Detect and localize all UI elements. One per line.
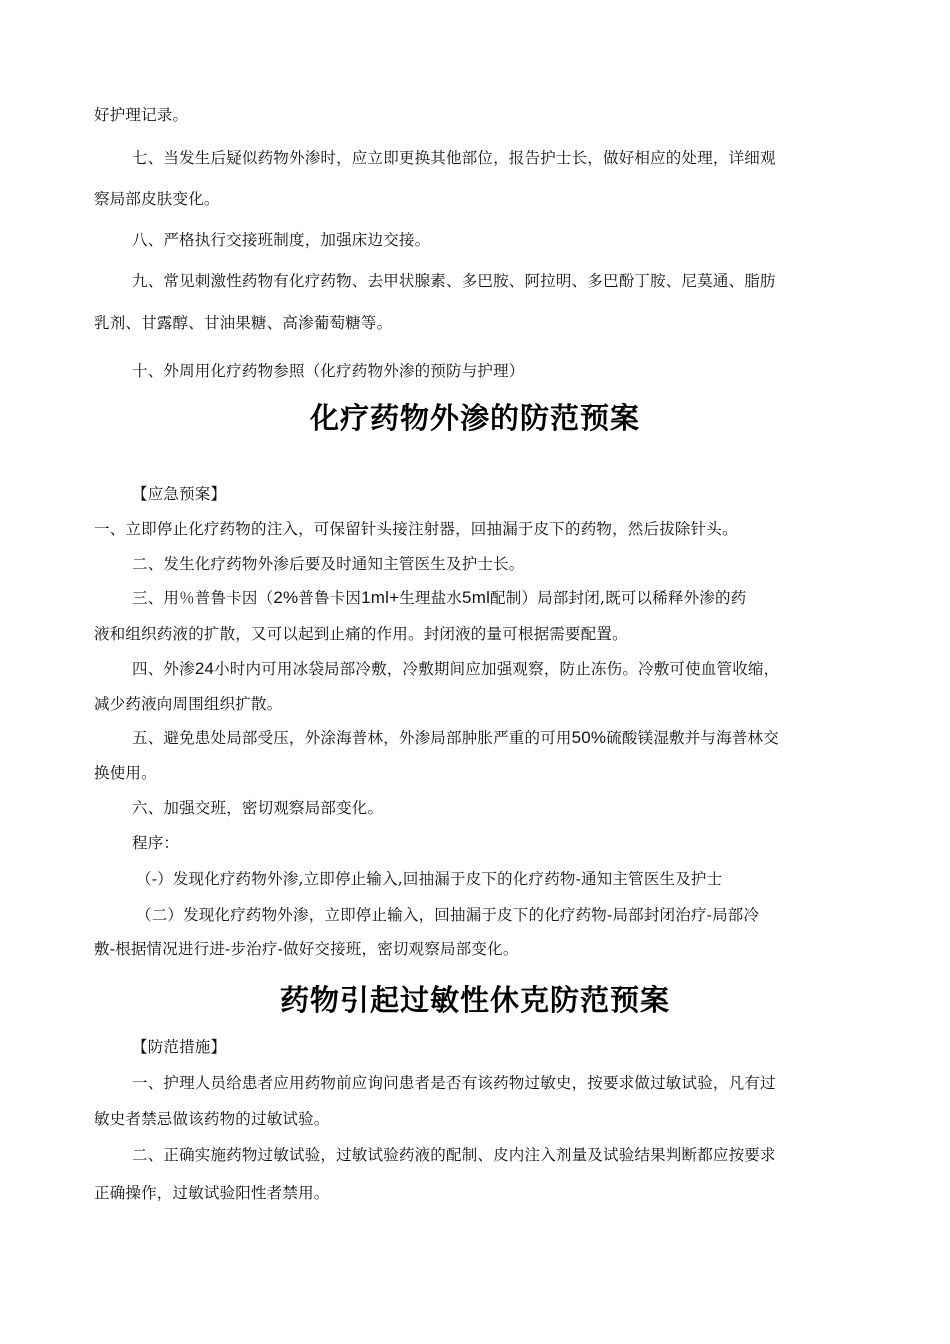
text-run: 四、外渗: [132, 660, 195, 678]
paragraph-1: 一、立即停止化疗药物的注入，可保留针头接注射器，回抽漏于皮下的药物，然后拔除针头。: [94, 520, 738, 538]
text-run: 5ml: [462, 588, 491, 607]
text-line: 敷-根据情况进行进-步治疗-做好交接班，密切观察局部变化。: [94, 940, 519, 958]
text-line: 察局部皮肤变化。: [94, 190, 220, 208]
section-heading-anaphylactic-shock: 药物引起过敏性休克防范预案: [279, 983, 670, 1017]
paragraph-3: [132, 587, 892, 609]
list-item-10: 十、外周用化疗药物参照（化疗药物外渗的预防与护理）: [132, 362, 525, 380]
text-run: 三、用％普鲁卡因（: [132, 589, 274, 607]
text-run: 1ml+: [361, 588, 400, 607]
paragraph-1: 一、护理人员给患者应用药物前应询问患者是否有该药物过敏史，按要求做过敏试验，凡有过: [132, 1074, 776, 1092]
text-run: 生理盐水: [399, 589, 463, 607]
text-line: 敏史者禁忌做该药物的过敏试验。: [94, 1110, 330, 1128]
text-line: 好护理记录。: [94, 106, 189, 124]
paragraph-5: [132, 727, 892, 749]
text-line: 液和组织药液的扩散，又可以起到止痛的作用。封闭液的量可根据需要配置。: [94, 625, 628, 643]
text-run: 配制）局部封闭,既可以稀释外渗的药: [490, 589, 747, 607]
paragraph-2: 二、发生化疗药物外渗后要及时通知主管医生及护士长。: [132, 555, 525, 573]
section-label-preventive-measures: 【防范措施】: [132, 1038, 227, 1056]
paragraph-6: 六、加强交班，密切观察局部变化。: [132, 799, 384, 817]
text-line: 正确操作，过敏试验阳性者禁用。: [94, 1184, 330, 1202]
list-item-7: 七、当发生后疑似药物外渗时，应立即更换其他部位，报告护士长，做好相应的处理，详细观: [132, 149, 776, 167]
section-heading-chemo-extravasation: 化疗药物外渗的防范预案: [309, 401, 640, 435]
list-item-9: 九、常见刺激性药物有化疗药物、去甲状腺素、多巴胺、阿拉明、多巴酚丁胺、尼莫通、脂肪: [132, 272, 776, 290]
procedure-step-2: （二）发现化疗药物外渗，立即停止输入，回抽漏于皮下的化疗药物-局部封闭治疗-局部冷: [136, 906, 760, 924]
text-line: 减少药液向周围组织扩散。: [94, 695, 283, 713]
text-run: 24: [194, 659, 215, 678]
text-run: 五、避免患处局部受压，外涂海普林，外渗局部肿胀严重的可用: [132, 729, 572, 747]
section-label-emergency-plan: 【应急预案】: [132, 485, 227, 503]
paragraph-4: [132, 658, 892, 680]
procedure-step-1: （-）发现化疗药物外渗,立即停止输入,回抽漏于皮下的化疗药物-通知主管医生及护士: [136, 870, 723, 888]
text-line: 换使用。: [94, 764, 157, 782]
list-item-8: 八、严格执行交接班制度，加强床边交接。: [132, 231, 431, 249]
procedure-label: 程序：: [132, 834, 180, 852]
text-run: 小时内可用冰袋局部冷敷，冷敷期间应加强观察，防止冻伤。冷敷可使血管收缩，: [214, 660, 780, 678]
text-run: 普鲁卡因: [298, 589, 362, 607]
text-run: 2%: [273, 588, 299, 607]
paragraph-2: 二、正确实施药物过敏试验，过敏试验药液的配制、皮内注入剂量及试验结果判断都应按要求: [132, 1146, 776, 1164]
text-run: 50%: [571, 728, 607, 747]
text-run: 硫酸镁湿敷并与海普林交: [606, 729, 779, 747]
text-line: 乳剂、甘露醇、甘油果糖、高渗葡萄糖等。: [94, 314, 393, 332]
